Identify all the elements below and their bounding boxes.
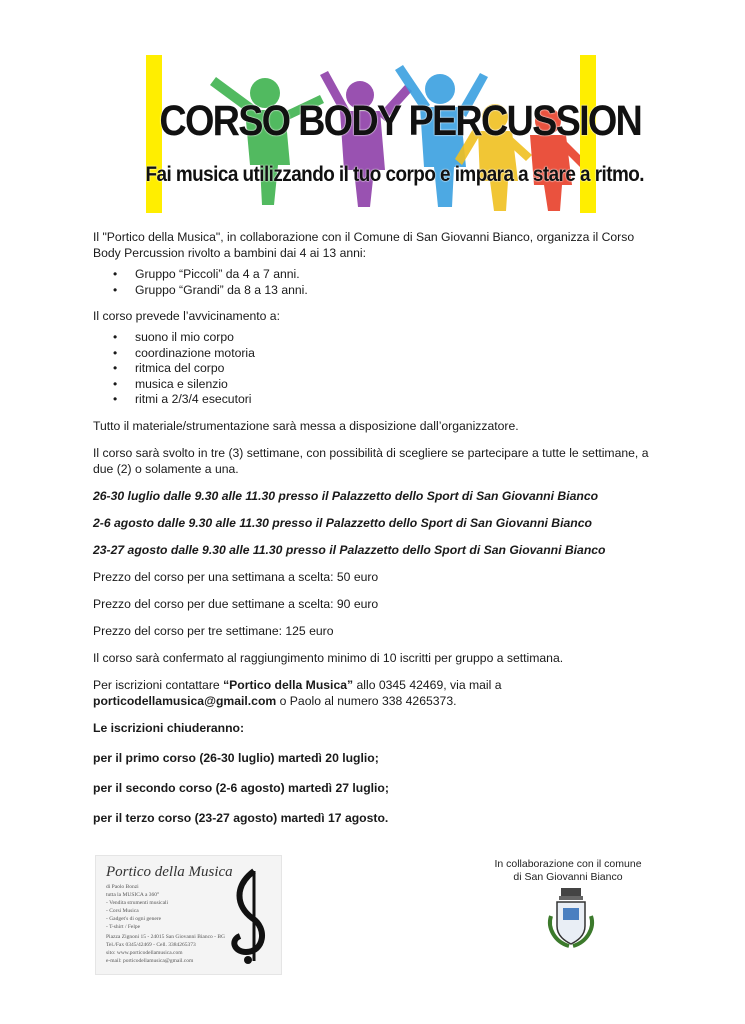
topics-list bbox=[93, 330, 665, 408]
logo-line: Piazza Zignoni 15 - 24015 San Giovanni Bianco - BG bbox=[106, 934, 225, 940]
logo-line: tutta la MUSICA a 360° bbox=[106, 892, 160, 898]
municipal-crest-icon bbox=[543, 886, 599, 952]
topics-intro: Il corso prevede l’avvicinamento a: bbox=[93, 309, 280, 323]
list-item: • ritmi a 2/3/4 esecutori bbox=[135, 392, 665, 408]
week-schedule: 23-27 agosto dalle 9.30 alle 11.30 presso il Palazzetto dello Sport di San Giovanni Bianco bbox=[93, 542, 606, 557]
price-line: Prezzo del corso per una settimana a scelta: 50 euro bbox=[93, 569, 379, 584]
list-item: • ritmica del corpo bbox=[135, 361, 665, 377]
organization-name: “Portico della Musica” bbox=[223, 677, 354, 692]
list-item: • coordinazione motoria bbox=[135, 346, 665, 362]
groups-list bbox=[93, 267, 665, 298]
intro-paragraph: Il "Portico della Musica", in collaborazione con il Comune di San Giovanni Bianco, organizza il Corso Body Percussion rivolto a bambini dai 4 ai 13 anni: bbox=[93, 230, 635, 260]
logo-line: e-mail: porticodellamusica@gmail.com bbox=[106, 958, 194, 964]
closing-heading: Le iscrizioni chiuderanno: bbox=[93, 720, 245, 735]
collab-line: In collaborazione con il comune bbox=[494, 858, 642, 870]
logo-title: Portico della Musica bbox=[106, 864, 233, 880]
logo-line: - Gadget's di ogni genere bbox=[106, 916, 162, 922]
confirmation-paragraph: Il corso sarà confermato al raggiungimento minimo di 10 iscritti per gruppo a settimana. bbox=[93, 650, 564, 665]
week-schedule: 2-6 agosto dalle 9.30 alle 11.30 presso il Palazzetto dello Sport di San Giovanni Bianco bbox=[93, 515, 592, 530]
contact-pre: Per iscrizioni contattare bbox=[93, 677, 224, 692]
list-item: • suono il mio corpo bbox=[135, 330, 665, 346]
closing-item: per il primo corso (26-30 luglio) martedì 20 luglio; bbox=[93, 750, 379, 765]
list-item: • Gruppo “Grandi” da 8 a 13 anni. bbox=[135, 283, 665, 299]
price-line: Prezzo del corso per tre settimane: 125 euro bbox=[93, 623, 334, 638]
email-link[interactable]: porticodellamusica@gmail.com bbox=[93, 693, 277, 708]
collab-line: di San Giovanni Bianco bbox=[513, 871, 623, 883]
week-schedule: 26-30 luglio dalle 9.30 alle 11.30 presso il Palazzetto dello Sport di San Giovanni Bianco bbox=[93, 488, 599, 503]
flyer-body bbox=[93, 229, 665, 840]
contact-post: o Paolo al numero 338 4265373. bbox=[276, 693, 457, 708]
logo-line: - Corsi Musica bbox=[106, 908, 139, 914]
contact-paragraph bbox=[93, 677, 665, 709]
price-line: Prezzo del corso per due settimane a scelta: 90 euro bbox=[93, 596, 379, 611]
closing-item: per il terzo corso (23-27 agosto) martedì 17 agosto. bbox=[93, 810, 389, 825]
treble-clef-icon bbox=[224, 866, 276, 966]
materials-paragraph: Tutto il materiale/strumentazione sarà messa a disposizione dall’organizzatore. bbox=[93, 418, 519, 433]
logo-line: Tel./Fax 0345/42469 - Cell. 3384265373 bbox=[106, 942, 196, 948]
weeks-intro: Il corso sarà svolto in tre (3) settimane, con possibilità di scegliere se partecipare a tutte le settimane, a due (2) o solamente a una. bbox=[93, 445, 649, 476]
logo-line: sito: www.porticodellamusica.com bbox=[106, 950, 183, 956]
banner-title: CORSO BODY PERCUSSION bbox=[159, 97, 642, 145]
logo-line: di Paolo Bonzi bbox=[106, 884, 139, 890]
list-item: • musica e silenzio bbox=[135, 377, 665, 393]
banner bbox=[130, 55, 644, 213]
contact-mid: allo 0345 42469, via mail a bbox=[353, 677, 502, 692]
logo-line: - T-shirt / Felpe bbox=[106, 924, 141, 930]
list-item: • Gruppo “Piccoli” da 4 a 7 anni. bbox=[135, 267, 665, 283]
closing-item: per il secondo corso (2-6 agosto) martedì 27 luglio; bbox=[93, 780, 389, 795]
portico-logo-card bbox=[95, 855, 282, 975]
collaboration-note bbox=[478, 858, 658, 884]
logo-line: - Vendita strumenti musicali bbox=[106, 900, 169, 906]
banner-subtitle: Fai musica utilizzando il tuo corpo e impara a stare a ritmo. bbox=[145, 163, 644, 186]
